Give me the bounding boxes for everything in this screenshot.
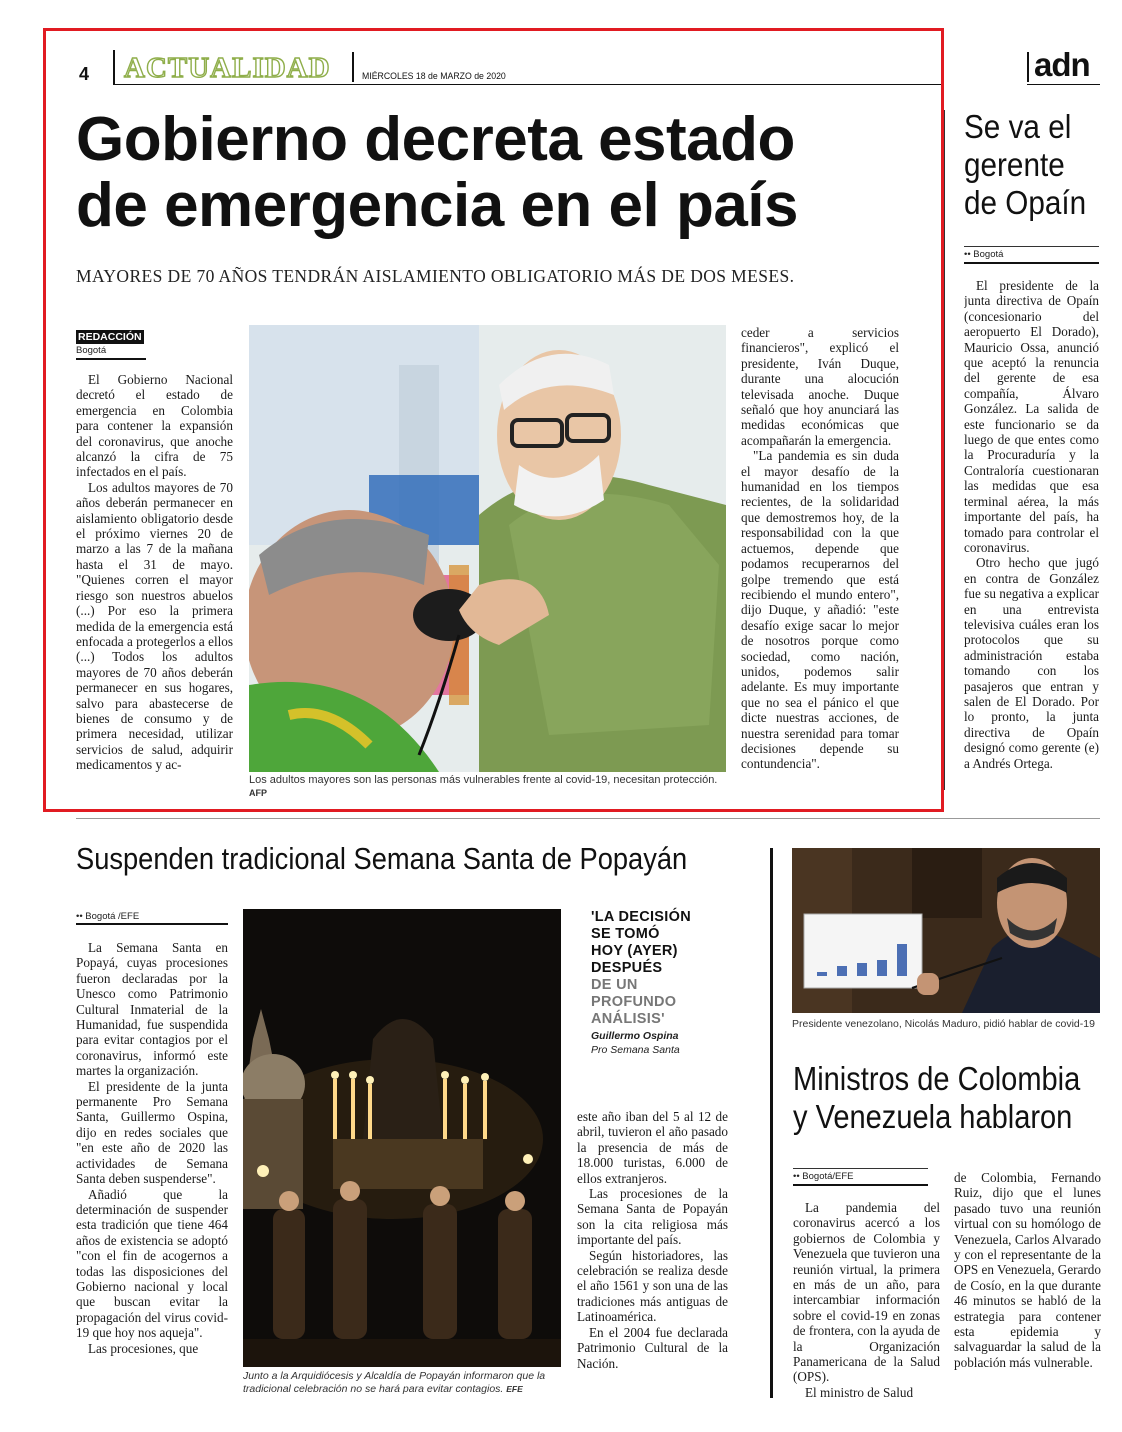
photo-credit: EFE	[506, 1384, 523, 1394]
byline-rule	[76, 358, 146, 360]
quote-line: DE UN	[591, 977, 638, 993]
pull-quote	[591, 909, 721, 1028]
quote-line: ANÁLISIS'	[591, 1011, 665, 1027]
page-number: 4	[79, 64, 90, 84]
maduro-caption: Presidente venezolano, Nicolás Maduro, pidió hablar de covid-19	[792, 1018, 1095, 1030]
brand-logo: adn	[1034, 46, 1090, 83]
sidebar-headline-line1: Se va el	[964, 108, 1072, 145]
paragraph: En el 2004 fue declarada Patrimonio Cultural de la Nación.	[577, 1324, 728, 1371]
paragraph: El Gobierno Nacional decretó el estado de emergencia en Colombia para contener la expansión del coronavirus, que anoche alcanzó la cifra de 75 infectados en el país.	[76, 372, 233, 480]
paragraph: "La pandemia es sin duda el mayor desafío de la humanidad en los tiempos recientes, de la solidaridad que demostremos hoy, de la responsabilidad con la que actuemos, depende que podamos recuperarnos del golpe tremendo que está recibiendo el mundo entero", dijo Duque, y añadió: "este desafío exige sacar lo mejor de nosotros porque como sociedad, como nación, unidos, podemos salir adelante. Es muy importante que no sea el pánico el que dicte nuestras acciones, de nuestra serenidad para tomar decisiones depende su contundencia".	[741, 448, 899, 772]
sidebar-headline-line3: de Opaín	[964, 184, 1087, 221]
maduro-photo	[792, 848, 1100, 1013]
section-label: ACTUALIDAD	[124, 52, 331, 84]
brand-rule	[1027, 84, 1100, 85]
ministros-column-1	[793, 1200, 940, 1400]
paragraph: Otro hecho que jugó en contra de González fue su negativa a explicar en una entrevista televisiva cuáles eran los protocolos que su administración estaba tomando con los pasajeros que entran y salen de El Dorado. Por lo pronto, la junta directiva de Opaín designó como gerente (e) a Andrés Ortega.	[964, 555, 1099, 771]
byline: REDACCIÓN	[78, 331, 142, 343]
brand-divider	[1027, 52, 1029, 82]
paragraph: de Colombia, Fernando Ruiz, dijo que el lunes pasado tuvo una reunión virtual con su homólogo de Venezuela, Carlos Alvarado y con el representante de la OPS en Venezuela, Gerardo de Cosío, en la que durante 46 minutos se habló de la estrategia para contener esta epidemia y salvaguardar la salud de la población más vulnerable.	[954, 1170, 1101, 1370]
header-rule	[113, 84, 941, 85]
main-photo-caption	[249, 774, 726, 800]
popayan-column-1	[76, 940, 228, 1400]
paragraph: ceder a servicios financieros", explicó el presidente, Iván Duque, durante una alocución televisada anoche. Duque señaló que hoy anunciará las medidas económicas que acompañarán la emergencia.	[741, 325, 899, 448]
main-byline-block	[76, 325, 146, 360]
main-headline	[76, 107, 798, 239]
header-divider	[352, 52, 354, 82]
ministros-headline-line1: Ministros de Colombia	[793, 1060, 1081, 1097]
sidebar-headline	[964, 108, 1086, 222]
popayan-location-rule	[76, 923, 228, 925]
quote-line: 'LA DECISIÓN	[591, 909, 691, 925]
byline-location: Bogotá	[76, 345, 107, 356]
popayan-location: •• Bogotá /EFE	[76, 911, 140, 922]
main-deck: MAYORES DE 70 AÑOS TENDRÁN AISLAMIENTO OBLIGATORIO MÁS DE DOS MESES.	[76, 266, 795, 286]
sidebar-location-rule-bottom	[964, 262, 1099, 264]
sidebar-location-rule	[964, 246, 1099, 247]
paragraph: este año iban del 5 al 12 de abril, tuvieron el año pasado la presencia de más de 18.000 turistas, 6.000 de ellos extranjeros.	[577, 1109, 728, 1186]
main-headline-line2: de emergencia en el país	[76, 171, 799, 240]
sidebar-headline-line2: gerente	[964, 146, 1065, 183]
quote-line: PROFUNDO	[591, 994, 677, 1010]
paragraph: El presidente de la junta directiva de Opaín (concesionario del aeropuerto El Dorado), Mauricio Ossa, anunció que aceptó la renuncia del gerente de esa compañía, Álvaro González. La salida de este funcionario se da luego de que entes como la Procuraduría y la Contraloría cuestionaran las medidas que esa terminal aérea, la más importante del país, ha tomado para controlar el coronavirus.	[964, 278, 1099, 555]
quote-line: HOY (AYER)	[591, 943, 678, 959]
section-divider	[76, 818, 1100, 819]
press-conference-illustration	[792, 848, 1100, 1013]
paragraph: Según historiadores, las celebración se realiza desde el año 1561 y son una de las tradiciones más antiguas de Latinoamérica.	[577, 1247, 728, 1325]
quote-line: DESPUÉS	[591, 960, 663, 976]
caption-text: Los adultos mayores son las personas más vulnerables frente al covid-19, necesitan protección.	[249, 774, 718, 786]
procession-caption	[243, 1370, 561, 1396]
procession-photo	[243, 909, 561, 1367]
paragraph: La Semana Santa en Popayá, cuyas procesiones fueron declaradas por la Unesco como Patrimonio Cultural Inmaterial de la Humanidad, fue suspendida para evitar contagios por el coronavirus, informó este martes la organización.	[76, 940, 228, 1079]
location-text: Bogotá/EFE	[802, 1171, 854, 1182]
location-text: Bogotá	[973, 249, 1004, 260]
quote-author: Guillermo Ospina	[591, 1030, 679, 1042]
paragraph: La pandemia del coronavirus acercó a los gobiernos de Colombia y Venezuela que tuvieron una reunión virtual, la primera en más de un año, para intercambiar información sobre el covid-19 en zonas de frontera, con la ayuda de la Organización Panamericana de la Salud (OPS).	[793, 1200, 940, 1385]
ministros-headline	[793, 1060, 1080, 1136]
ministros-rule	[770, 848, 773, 1398]
night-procession-illustration	[243, 909, 561, 1367]
paragraph: Añadió que la determinación de suspender esta tradición que tiene 464 años de existencia se adoptó "con el fin de acogernos a todas las disposiciones del Gobierno nacional y local que buscan evitar la propagación del virus covid-19 que hoy nos aqueja".	[76, 1186, 228, 1341]
paragraph: Las procesiones de la Semana Santa de Popayán son la cita religiosa más importante del país.	[577, 1186, 728, 1248]
ministros-headline-line2: y Venezuela hablaron	[793, 1098, 1073, 1135]
location-text: Bogotá /EFE	[85, 911, 140, 922]
main-column-2	[741, 325, 899, 792]
photo-credit: AFP	[249, 788, 267, 798]
paragraph: El presidente de la junta permanente Pro Semana Santa, Guillermo Ospina, dijo en redes sociales que "en este año de 2020 las actividades de Semana Santa deben suspenderse".	[76, 1078, 228, 1187]
ministros-location: •• Bogotá/EFE	[793, 1171, 854, 1182]
caption-text: Junto a la Arquidiócesis y Alcaldía de Popayán informaron que la tradicional celebración no se hará para evitar contagios.	[243, 1370, 546, 1395]
main-headline-line1: Gobierno decreta estado	[76, 105, 795, 174]
sidebar-column	[964, 278, 1099, 790]
paragraph: Las procesiones, que	[88, 1340, 199, 1356]
popayan-headline: Suspenden tradicional Semana Santa de Popayán	[76, 841, 688, 876]
quote-role: Pro Semana Santa	[591, 1044, 680, 1056]
header-divider	[113, 50, 115, 84]
main-column-1	[76, 372, 233, 792]
sidebar-location: •• Bogotá	[964, 249, 1004, 260]
elderly-care-illustration	[249, 325, 726, 772]
ministros-location-rule-bottom	[793, 1184, 928, 1186]
main-photo	[249, 325, 726, 772]
issue-date: MIÉRCOLES 18 de MARZO de 2020	[362, 71, 506, 82]
quote-line: SE TOMÓ	[591, 926, 660, 942]
ministros-column-2	[954, 1170, 1101, 1400]
ministros-location-rule	[793, 1168, 928, 1169]
paragraph: Los adultos mayores de 70 años deberán permanecer en aislamiento obligatorio desde el próximo viernes 20 de marzo a las 7 de la mañana hasta el 31 de mayo. "Quienes corren el mayor riesgo son nuestros abuelos (...) Por eso la primera medida de la emergencia está enfocada a protegerlos a ellos (...) Todos los adultos mayores de 70 años deberán permanecer en sus hogares, salvo para abastecerse de bienes de consumo y de primera necesidad, utilizar servicios de salud, adquirir medicamentos y ac-	[76, 479, 233, 773]
sidebar-rule	[944, 110, 945, 790]
paragraph: El ministro de Salud	[805, 1384, 914, 1400]
popayan-column-3	[577, 1109, 728, 1399]
